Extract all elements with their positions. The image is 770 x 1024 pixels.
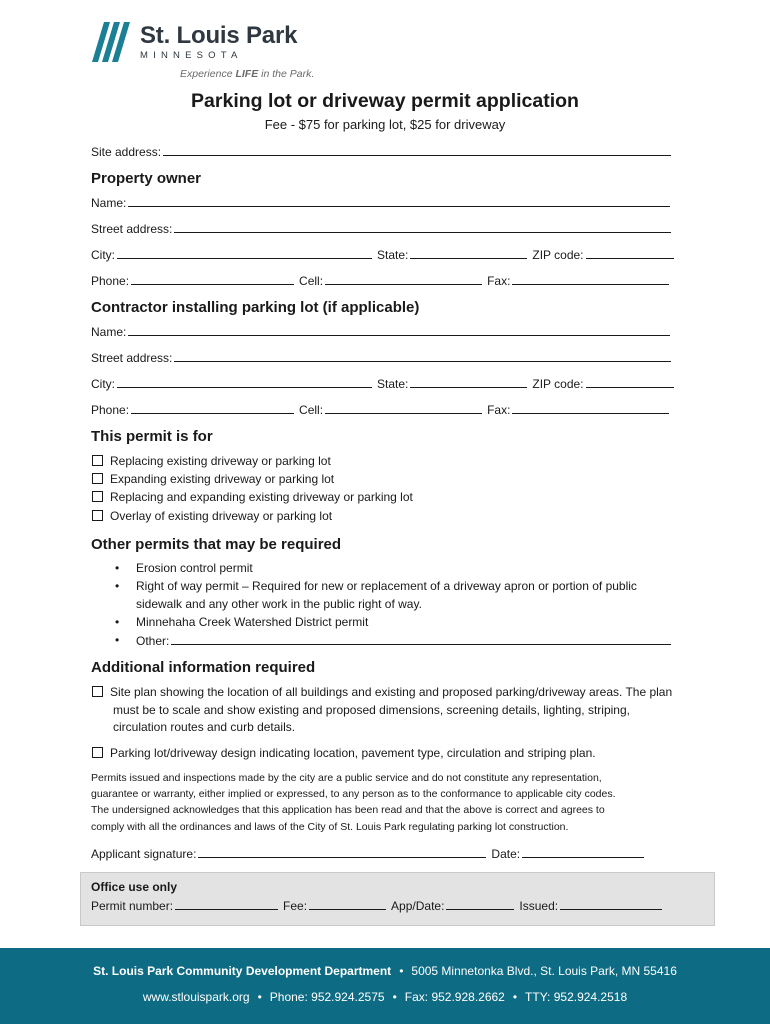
logo-stripes-icon — [92, 22, 136, 62]
other-permit-item-continued: sidewalk and any other work in the public right of way. — [136, 597, 422, 611]
contractor-street-field[interactable] — [174, 350, 671, 362]
footer-department: St. Louis Park Community Development Department — [93, 964, 392, 978]
footer-phone: Phone: 952.924.2575 — [269, 990, 385, 1004]
bullet-icon: • — [115, 633, 120, 647]
footer-line-2: www.stlouispark.org • Phone: 952.924.2575 • Fax: 952.928.2662 • TTY: 952.924.2518 — [142, 990, 628, 1004]
design-option[interactable]: Parking lot/driveway design indicating location, pavement type, circulation and striping plan. — [92, 746, 596, 760]
appdate-field[interactable] — [446, 898, 514, 910]
footer-bar — [0, 948, 770, 1024]
office-use-box — [80, 872, 715, 926]
checkbox[interactable] — [92, 491, 103, 502]
permit-option-overlay[interactable]: Overlay of existing driveway or parking lot — [92, 509, 332, 523]
owner-fax-field[interactable] — [512, 273, 669, 285]
contractor-street-row: Street address: — [91, 350, 671, 365]
permit-option-replacing-expanding[interactable]: Replacing and expanding existing driveway or parking lot — [92, 490, 413, 504]
contractor-phone-field[interactable] — [131, 402, 294, 414]
other-permit-field[interactable] — [171, 633, 671, 645]
owner-cell-field[interactable] — [325, 273, 482, 285]
other-permits-heading: Other permits that may be required — [91, 536, 342, 553]
owner-zip-field[interactable] — [586, 247, 674, 259]
permit-for-heading: This permit is for — [91, 428, 213, 445]
site-plan-text: circulation routes and curb details. — [113, 720, 296, 734]
bullet-icon: • — [115, 561, 120, 575]
logo-state: MINNESOTA — [140, 50, 243, 61]
additional-info-heading: Additional information required — [91, 659, 316, 676]
footer-line-1: St. Louis Park Community Development Department • 5005 Minnetonka Blvd., St. Louis Park, MN 55416 — [93, 964, 677, 978]
checkbox[interactable] — [92, 686, 103, 697]
checkbox[interactable] — [92, 747, 103, 758]
owner-state-field[interactable] — [410, 247, 527, 259]
owner-phone-field[interactable] — [131, 273, 294, 285]
contractor-name-field[interactable] — [128, 324, 670, 336]
owner-city-field[interactable] — [117, 247, 372, 259]
other-permit-item: Minnehaha Creek Watershed District permit — [136, 615, 369, 629]
contractor-heading: Contractor installing parking lot (if applicable) — [91, 299, 420, 316]
contractor-zip-field[interactable] — [586, 376, 674, 388]
owner-name-field[interactable] — [128, 195, 670, 207]
owner-heading: Property owner — [91, 170, 202, 187]
site-plan-text: must be to scale and show existing and proposed dimensions, screening details, lighting, striping, — [113, 703, 630, 717]
footer-address: 5005 Minnetonka Blvd., St. Louis Park, MN 55416 — [411, 964, 677, 978]
owner-city-row: City: State: ZIP code: — [91, 247, 674, 262]
issued-field[interactable] — [560, 898, 662, 910]
office-use-row: Permit number: Fee: App/Date: Issued: — [91, 898, 662, 913]
form-title: Parking lot or driveway permit application — [191, 90, 579, 112]
owner-street-field[interactable] — [174, 221, 671, 233]
signature-row: Applicant signature: Date: — [91, 846, 644, 861]
logo-name: St. Louis Park — [140, 22, 298, 49]
other-permit-item: Erosion control permit — [136, 561, 253, 575]
footer-tty: TTY: 952.924.2518 — [525, 990, 628, 1004]
office-use-title: Office use only — [91, 880, 178, 894]
other-permit-item: Right of way permit – Required for new or replacement of a driveway apron or portion of public — [136, 579, 637, 593]
contractor-city-row: City: State: ZIP code: — [91, 376, 674, 391]
site-plan-option[interactable]: Site plan showing the location of all buildings and existing and proposed parking/driveway areas. The plan — [92, 685, 672, 699]
form-fee: Fee - $75 for parking lot, $25 for driveway — [264, 117, 506, 132]
permit-option-replacing[interactable]: Replacing existing driveway or parking lot — [92, 454, 331, 468]
checkbox[interactable] — [92, 510, 103, 521]
owner-phone-row: Phone: Cell: Fax: — [91, 273, 669, 288]
footer-website-link[interactable]: www.stlouispark.org — [142, 990, 250, 1004]
owner-street-row: Street address: — [91, 221, 671, 236]
logo-tagline: Experience LIFE in the Park. — [180, 68, 315, 80]
bullet-icon: • — [115, 615, 120, 629]
office-fee-field[interactable] — [309, 898, 386, 910]
contractor-fax-field[interactable] — [512, 402, 669, 414]
site-address-row: Site address: — [91, 144, 671, 159]
contractor-state-field[interactable] — [410, 376, 527, 388]
date-field[interactable] — [522, 846, 644, 858]
checkbox[interactable] — [92, 455, 103, 466]
contractor-city-field[interactable] — [117, 376, 372, 388]
footer-fax: Fax: 952.928.2662 — [404, 990, 505, 1004]
signature-field[interactable] — [198, 846, 486, 858]
contractor-phone-row: Phone: Cell: Fax: — [91, 402, 669, 417]
contractor-cell-field[interactable] — [325, 402, 482, 414]
owner-name-row: Name: — [91, 195, 670, 210]
bullet-icon: • — [115, 579, 120, 593]
other-permit-other-row: Other: — [136, 633, 671, 648]
checkbox[interactable] — [92, 473, 103, 484]
contractor-name-row: Name: — [91, 324, 670, 339]
disclaimer-paragraph: Permits issued and inspections made by the city are a public service and do not constitute any representation, guarantee or warranty, either implied or expressed, to any person as to the conformance to applicable city codes. The undersigned acknowledges that this application has been read and that the above is correct and agrees to comply with all the ordinances and laws of the City of St. Louis Park regulating parking lot construction. — [91, 772, 616, 833]
permit-option-expanding[interactable]: Expanding existing driveway or parking lot — [92, 472, 334, 486]
permit-number-field[interactable] — [175, 898, 278, 910]
site-address-field[interactable] — [163, 144, 671, 156]
